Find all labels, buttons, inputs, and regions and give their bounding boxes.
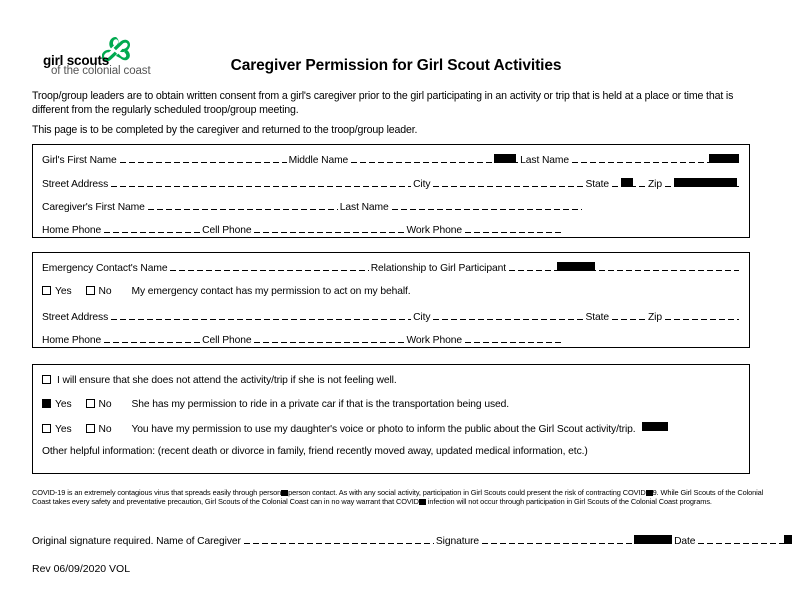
wellness-checkbox[interactable] [42, 375, 51, 384]
consent-box [32, 364, 750, 474]
other-info-row [42, 446, 741, 457]
emergency-address-row [42, 310, 741, 323]
emergency-permission-row [42, 285, 741, 297]
relationship-label: Relationship to Girl Participant [370, 263, 506, 274]
emergency-work-phone-field[interactable] [465, 333, 561, 343]
girl-street-address-label: Street Address [42, 179, 109, 190]
emergency-cell-phone-field[interactable] [254, 333, 404, 343]
media-no-checkbox[interactable] [86, 424, 95, 433]
caregiver-phone-row [42, 223, 602, 236]
girl-name-row [42, 153, 741, 166]
logo-primary-text: girl scouts [43, 53, 110, 68]
caregiver-name-row [42, 200, 602, 213]
emergency-permission-yes-label: Yes [55, 286, 72, 297]
redaction-block [642, 422, 668, 431]
girl-street-address-field[interactable] [111, 177, 411, 187]
covid-line3: infection will not occur through participation in Girl Scouts of the Colonial Coast programs. [427, 496, 712, 506]
redaction-block [646, 490, 653, 496]
girl-information-box [32, 144, 750, 238]
redaction-block [634, 535, 672, 544]
footer-revision: Rev 06/09/2020 VOL [32, 563, 131, 575]
girl-state-label: State [585, 179, 609, 190]
wellness-row [42, 374, 741, 386]
work-phone-label: Work Phone [406, 225, 462, 236]
caregiver-first-name-field[interactable] [148, 200, 338, 210]
transport-text: She has my permission to ride in a private car if that is the transportation being used. [131, 399, 510, 410]
home-phone-field[interactable] [104, 223, 200, 233]
redaction-block [784, 535, 792, 544]
caregiver-first-name-label: Caregiver's First Name [42, 202, 145, 213]
girl-middle-name-label: Middle Name [288, 155, 349, 166]
relationship-field[interactable] [509, 261, 739, 271]
emergency-state-field[interactable] [612, 310, 646, 320]
page-title: Caregiver Permission for Girl Scout Activities [230, 57, 562, 74]
emergency-contact-name-field[interactable] [170, 261, 368, 271]
transport-yes-checkbox[interactable] [42, 399, 51, 408]
caregiver-name-signature-field[interactable] [244, 534, 434, 544]
girl-address-row [42, 177, 741, 190]
girl-zip-label: Zip [647, 179, 662, 190]
intro-paragraph-1: Troop/group leaders are to obtain written consent from a girl's caregiver prior to the girl participating in an activity or trip that is held at a place or time that is different from the regularly scheduled troop/group meeting. [32, 90, 734, 116]
document-header [0, 0, 792, 84]
emergency-contact-name-row [42, 261, 741, 274]
redaction-block [621, 178, 633, 187]
emergency-city-label: City [413, 312, 431, 323]
transport-no-label: No [98, 399, 112, 410]
covid-line1-b: person contact. As with any social activity, participation in Girl Scouts could present the risk of [288, 488, 584, 497]
wellness-text: I will ensure that she does not attend the activity/trip if she is not feeling well. [57, 375, 397, 386]
transport-no-checkbox[interactable] [86, 399, 95, 408]
emergency-street-address-field[interactable] [111, 310, 411, 320]
cell-phone-field[interactable] [254, 223, 404, 233]
signature-label: Signature [435, 536, 480, 547]
girl-first-name-field[interactable] [120, 153, 287, 163]
signature-field[interactable] [482, 534, 672, 544]
transport-row [42, 398, 741, 410]
redaction-block [674, 178, 737, 187]
emergency-contact-name-label: Emergency Contact's Name [42, 263, 168, 274]
caregiver-last-name-field[interactable] [392, 200, 582, 210]
signature-row-prefix: Original signature required. Name of Caregiver [32, 536, 241, 547]
girl-last-name-field[interactable] [572, 153, 739, 163]
girl-middle-name-field[interactable] [351, 153, 518, 163]
caregiver-last-name-label: Last Name [339, 202, 389, 213]
media-yes-label: Yes [55, 424, 72, 435]
emergency-state-label: State [585, 312, 609, 323]
redaction-block [709, 154, 739, 163]
emergency-permission-yes-checkbox[interactable] [42, 286, 51, 295]
media-row [42, 422, 741, 435]
redaction-block [494, 154, 516, 163]
covid-line1-a: COVID-19 is an extremely contagious virus that spreads easily through person [32, 488, 282, 497]
emergency-work-phone-label: Work Phone [406, 335, 462, 346]
emergency-permission-no-label: No [98, 286, 112, 297]
emergency-city-field[interactable] [433, 310, 583, 320]
date-field[interactable] [698, 534, 792, 544]
emergency-zip-label: Zip [647, 312, 662, 323]
date-label: Date [674, 536, 696, 547]
emergency-street-address-label: Street Address [42, 312, 109, 323]
emergency-home-phone-field[interactable] [104, 333, 200, 343]
emergency-phone-row [42, 333, 602, 346]
emergency-zip-field[interactable] [665, 310, 739, 320]
emergency-contact-box [32, 252, 750, 348]
covid-line2-b: 9. While Girl Scouts of the Colonial Coast takes every safety and preventative precaution, Girl Scouts of the Colonial Coast can in no way warrant that COVID [32, 488, 764, 506]
emergency-home-phone-label: Home Phone [42, 335, 102, 346]
cell-phone-label: Cell Phone [202, 225, 252, 236]
transport-yes-label: Yes [55, 399, 72, 410]
home-phone-label: Home Phone [42, 225, 102, 236]
other-info-text: Other helpful information: (recent death or divorce in family, friend recently moved away, updated medical information, etc.) [42, 446, 588, 457]
signature-row [32, 534, 768, 547]
media-yes-checkbox[interactable] [42, 424, 51, 433]
girl-state-field[interactable] [612, 177, 646, 187]
logo-secondary-text: of the colonial coast [51, 65, 151, 77]
redaction-block [419, 499, 426, 505]
work-phone-field[interactable] [465, 223, 561, 233]
emergency-cell-phone-label: Cell Phone [202, 335, 252, 346]
media-no-label: No [98, 424, 112, 435]
media-redaction-holder [636, 422, 741, 432]
emergency-permission-text: My emergency contact has my permission to act on my behalf. [131, 286, 411, 297]
redaction-block [557, 262, 595, 271]
girl-zip-field[interactable] [665, 177, 739, 187]
covid-notice [32, 489, 768, 506]
girl-first-name-label: Girl's First Name [42, 155, 117, 166]
media-text: You have my permission to use my daughter's voice or photo to inform the public about the Girl Scout activity/trip. [131, 424, 636, 435]
covid-line2-a: contracting COVID [585, 488, 646, 497]
girl-last-name-label: Last Name [520, 155, 570, 166]
girl-city-field[interactable] [433, 177, 583, 187]
emergency-permission-no-checkbox[interactable] [86, 286, 95, 295]
intro-paragraph-2: This page is to be completed by the caregiver and returned to the troop/group leader. [32, 124, 418, 136]
girl-city-label: City [413, 179, 431, 190]
